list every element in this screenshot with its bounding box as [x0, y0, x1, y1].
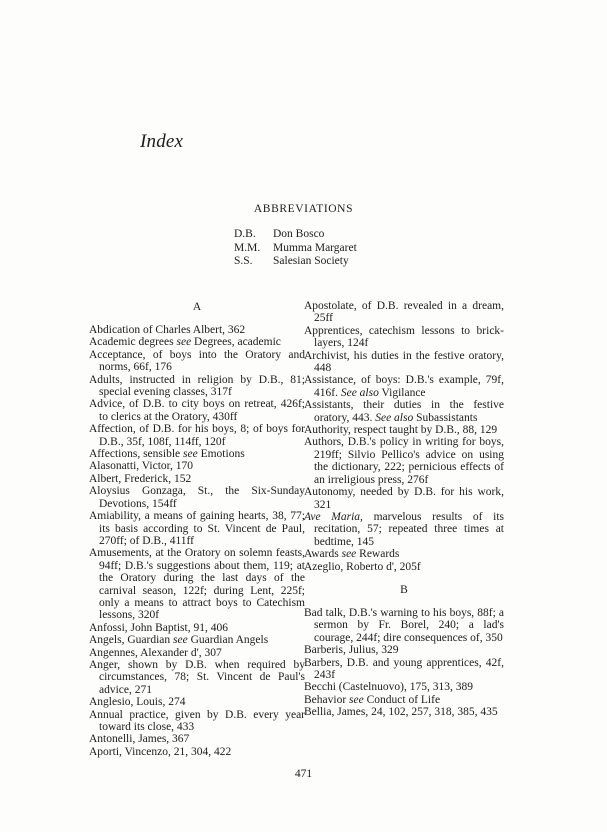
abbreviation-key: S.S.: [234, 255, 253, 267]
index-entry: [89, 696, 305, 708]
abbreviation-value: Salesian Society: [273, 255, 349, 267]
index-entry-text: Angels, Guardian: [89, 634, 173, 647]
index-entry: [89, 398, 305, 423]
index-entry: [89, 324, 305, 336]
abbreviations-heading: ABBREVIATIONS: [253, 203, 354, 215]
index-entry: [89, 374, 305, 399]
abbreviation-row: [234, 242, 357, 256]
index-entry: [304, 548, 504, 560]
index-entry-italic: see: [341, 548, 357, 561]
index-entry-text: Authority, respect taught by D.B., 88, 129: [304, 424, 498, 437]
index-entry: [304, 657, 504, 682]
page-number: 471: [294, 768, 313, 780]
index-entry-text: Autonomy, needed by D.B. for his work, 321: [304, 486, 504, 511]
index-entry: [304, 607, 504, 644]
index-entry-text: Abdication of Charles Albert, 362: [89, 324, 246, 336]
index-entry: [304, 486, 504, 511]
index-entry-reference: Guardian Angels: [187, 634, 269, 647]
index-entry: [304, 511, 504, 548]
index-column-right: [304, 300, 504, 719]
index-entry-text: Bad talk, D.B.'s warning to his boys, 88f; a sermon by Fr. Borel, 240; a lad's courage, 244f; dire consequences of, 350: [304, 606, 504, 644]
index-entry-italic: Ave Maria,: [304, 510, 363, 523]
index-entry: [304, 706, 504, 718]
index-entry: [89, 659, 305, 696]
index-entry-text: Amiability, a means of gaining hearts, 38, 77; its basis according to St. Vincent de Paul, 270ff; of D.B., 411ff: [89, 510, 305, 547]
index-entry: [89, 460, 305, 472]
index-entry-text: Antonelli, James, 367: [89, 733, 190, 746]
index-entry-text: Anger, shown by D.B. when required by circumstances, 78; St. Vincent de Paul's advice, 271: [89, 658, 305, 696]
index-entry: [89, 336, 305, 348]
index-entry-text: Affection, of D.B. for his boys, 8; of boys for D.B., 35f, 108f, 114ff, 120f: [89, 423, 305, 448]
index-entry: [89, 473, 305, 485]
index-entry: [89, 485, 305, 510]
index-entry-text: Apostolate, of D.B. revealed in a dream, 25ff: [304, 300, 504, 325]
index-entry: [89, 622, 305, 634]
index-entry-reference: Emotions: [197, 448, 245, 461]
index-entry: [89, 349, 305, 374]
index-entry-text: Amusements, at the Oratory on solemn feasts, 94ff; D.B.'s suggestions about them, 119; at the Oratory during the last days of the carnival season, 122f; during Lent, 225f; only a means to attract boys to Catechism lessons, 320f: [89, 547, 305, 622]
index-entry-reference: marvelous results of its recitation, 57; repeated three times at bedtime, 145: [314, 510, 504, 548]
index-entry-text: Becchi (Castelnuovo), 175, 313, 389: [304, 681, 473, 694]
abbreviation-value: Mumma Margaret: [273, 241, 357, 254]
index-entry-text: Azeglio, Roberto d', 205f: [304, 560, 421, 573]
abbreviations-list: [234, 228, 357, 269]
page-title: Index: [140, 131, 184, 152]
index-entry: [304, 399, 504, 424]
index-entry-reference: Subassistants: [413, 411, 478, 424]
index-entry-text: Barbers, D.B. and young apprentices, 42f, 243f: [304, 656, 504, 681]
section-letter-b: B: [400, 583, 408, 596]
index-entry: [89, 746, 305, 758]
index-entry-text: Behavior: [304, 693, 350, 706]
index-entry-text: Barberis, Julius, 329: [304, 644, 399, 657]
index-entry-italic: See also: [375, 411, 414, 424]
index-entry-text: Academic degrees: [89, 336, 177, 349]
index-entry-text: Authors, D.B.'s policy in writing for boys, 219ff; Silvio Pellico's advice on using the dictionary, 222; pernicious effects of an irreligious press, 276f: [304, 436, 504, 486]
index-entry: [89, 547, 305, 621]
index-entry: [89, 733, 305, 745]
index-entry-reference: Rewards: [356, 548, 400, 561]
index-entry: [304, 350, 504, 375]
index-entry-reference: Vigilance: [378, 386, 426, 399]
index-entry-text: Albert, Frederick, 152: [89, 472, 192, 485]
index-entry: [304, 561, 504, 573]
index-entry-text: Aloysius Gonzaga, St., the Six-Sunday Devotions, 154ff: [89, 485, 305, 510]
index-entry-text: Angennes, Alexander d', 307: [89, 646, 222, 659]
index-entry: [304, 300, 504, 325]
index-entries-right-a: [304, 300, 504, 573]
index-entry: [89, 647, 305, 659]
index-entry-text: Acceptance, of boys into the Oratory and norms, 66f, 176: [89, 348, 305, 374]
index-entry: [304, 325, 504, 350]
index-entry-text: Affections, sensible: [89, 448, 184, 461]
abbreviation-value: Don Bosco: [273, 228, 325, 240]
index-entry: [304, 424, 504, 436]
abbreviation-key: M.M.: [234, 241, 261, 254]
index-entry: [89, 634, 305, 646]
index-entry-text: Anglesio, Louis, 274: [89, 696, 186, 709]
index-entry-reference: Conduct of Life: [363, 693, 441, 706]
index-entries-left: [89, 324, 305, 758]
index-entry-text: Assistants, their duties in the festive oratory, 443.: [304, 399, 504, 424]
index-entry: [89, 423, 305, 448]
index-entry-italic: See also: [340, 386, 379, 399]
index-entry-text: Aporti, Vincenzo, 21, 304, 422: [89, 745, 232, 758]
index-entry-text: Annual practice, given by D.B. every year toward its close, 433: [89, 708, 305, 733]
index-entry-italic: see: [173, 634, 188, 647]
abbreviation-row: [234, 255, 357, 269]
index-entry: [304, 436, 504, 486]
index-entry: [89, 709, 305, 734]
abbreviation-key: D.B.: [234, 228, 256, 240]
index-entry-text: Bellia, James, 24, 102, 257, 318, 385, 435: [304, 706, 498, 719]
index-entry-text: Apprentices, catechism lessons to brick-layers, 124f: [304, 324, 504, 350]
index-entry-text: Awards: [304, 548, 342, 561]
index-entry-text: Alasonatti, Victor, 170: [89, 460, 194, 473]
index-entry: [304, 374, 504, 399]
index-entry: [304, 681, 504, 693]
abbreviation-row: [234, 228, 357, 242]
index-entry: [89, 510, 305, 547]
index-entry: [304, 694, 504, 706]
index-entry-text: Anfossi, John Baptist, 91, 406: [89, 621, 228, 634]
index-entries-right-b: [304, 607, 504, 719]
index-column-left: [89, 300, 305, 758]
index-entry-text: Archivist, his duties in the festive oratory, 448: [304, 349, 504, 375]
index-entry: [89, 448, 305, 460]
index-entry-text: Assistance, of boys: D.B.'s example, 79f, 416f.: [304, 374, 504, 399]
index-entry: [304, 644, 504, 656]
index-entry-reference: Degrees, academic: [191, 336, 281, 349]
index-entry-italic: see: [183, 448, 198, 461]
index-entry-italic: see: [176, 336, 192, 349]
index-entry-text: Adults, instructed in religion by D.B., 81; special evening classes, 317f: [89, 373, 305, 399]
index-entry-text: Advice, of D.B. to city boys on retreat, 426f; to clerics at the Oratory, 430ff: [89, 398, 305, 423]
section-letter-a: A: [192, 301, 202, 313]
index-entry-italic: see: [349, 693, 364, 706]
